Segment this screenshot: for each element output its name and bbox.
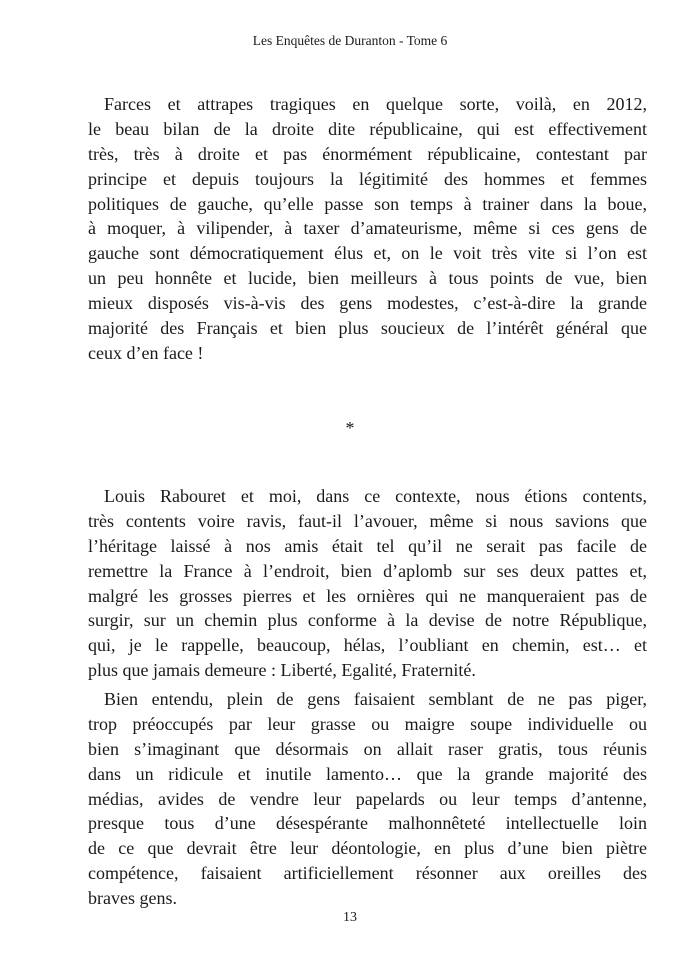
- text-line: à moquer, à vilipender, à taxer d’amateurisme, même si ces gens de: [88, 218, 647, 239]
- text-line: principe et depuis toujours la légitimité des hommes et femmes: [88, 168, 647, 189]
- text-line: un peu honnête et lucide, bien meilleurs à tous points de vue, bien: [88, 268, 647, 289]
- text-line: compétence, faisaient artificiellement résonner aux oreilles des: [88, 863, 647, 884]
- text-line: majorité des Français et bien plus soucieux de l’intérêt général que: [88, 318, 647, 339]
- text-line: de ce que devrait être leur déontologie, en plus d’une bien piètre: [88, 838, 647, 859]
- text-line: politiques de gauche, qu’elle passe son temps à trainer dans la boue,: [88, 193, 647, 214]
- paragraph: [88, 92, 647, 366]
- text-line: Louis Rabouret et moi, dans ce contexte, nous étions contents,: [104, 486, 647, 506]
- text-line: médias, avides de vendre leur papelards ou leur temps d’antenne,: [88, 788, 647, 809]
- section-separator: *: [345, 418, 355, 438]
- text-line: malgré les grosses pierres et les ornières qui ne manqueraient pas de: [88, 585, 647, 606]
- text-line: très, très à droite et pas énormément républicaine, contestant par: [88, 143, 647, 164]
- text-line: mieux disposés vis-à-vis des gens modestes, c’est-à-dire la grande: [88, 293, 647, 314]
- text-line: Farces et attrapes tragiques en quelque sorte, voilà, en 2012,: [104, 94, 647, 114]
- paragraph: [88, 484, 647, 683]
- text-line: surgir, sur un chemin plus conforme à la devise de notre République,: [88, 610, 647, 631]
- text-line: l’héritage laissé à nos amis était tel qu’il ne serait pas facile de: [88, 535, 647, 556]
- paragraph: [88, 687, 647, 911]
- text-line: gauche sont démocratiquement élus et, on le voit très vite si l’on est: [88, 243, 647, 264]
- text-line: le beau bilan de la droite dite républicaine, qui est effectivement: [88, 118, 647, 139]
- text-line: Bien entendu, plein de gens faisaient semblant de ne pas piger,: [104, 689, 647, 709]
- text-line: très contents voire ravis, faut-il l’avouer, même si nous savions que: [88, 510, 647, 531]
- text-line: bien s’imaginant que désormais on allait raser gratis, tous réunis: [88, 738, 647, 759]
- page-number: 13: [343, 910, 357, 925]
- text-line: presque tous d’une désespérante malhonnêteté intellectuelle loin: [88, 813, 647, 834]
- text-line: trop préoccupés par leur grasse ou maigre soupe individuelle ou: [88, 713, 647, 734]
- text-line: plus que jamais demeure : Liberté, Egalité, Fraternité.: [88, 660, 476, 681]
- text-line: dans un ridicule et inutile lamento… que la grande majorité des: [88, 763, 647, 784]
- text-line: ceux d’en face !: [88, 342, 204, 363]
- text-line: braves gens.: [88, 888, 177, 909]
- running-header: Les Enquêtes de Duranton - Tome 6: [252, 33, 448, 48]
- text-line: qui, je le rappelle, beaucoup, hélas, l’oubliant en chemin, est… et: [88, 635, 647, 656]
- text-line: remettre la France à l’endroit, bien d’aplomb sur ses deux pattes et,: [88, 560, 647, 581]
